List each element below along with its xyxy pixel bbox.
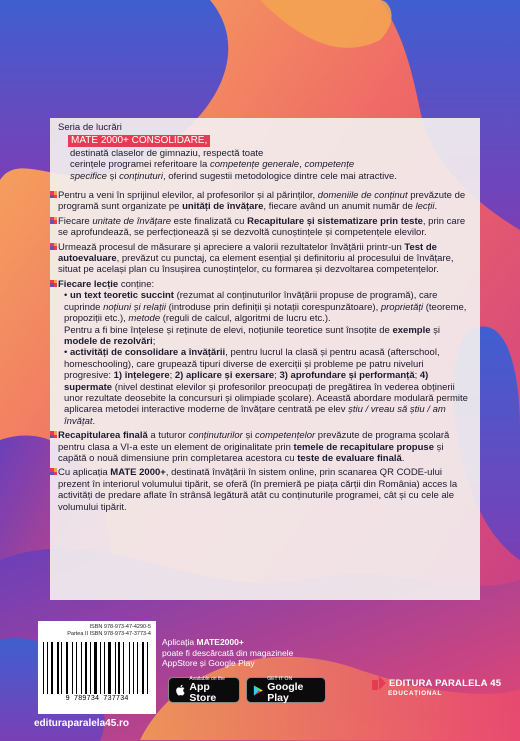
isbn-part-line: Partea II ISBN 978-973-47-3773-4 [67,631,151,637]
lesson-activities: • activități de consolidare a învățării, pentru lucrul la clasă și pentru acasă (afterschool, homeschooling), care grupează tipuri diverse de exerciții și probleme pe patru niveluri progresive: 1) înțelegere; 2) aplicare și exersare; 3) aprofundare și performanță; 4) supermate (nivel destinat elevilor și profesorilor preocupați de pregătirea în vederea obținerii unor rezultate deosebite la concursuri și olimpiade școlare). Această abordare modulară permite aplicarea metodei interactive moderne de învățare centrată pe elev știu / vreau să știu / am învățat. [64,347,468,427]
barcode-bar [149,642,151,694]
barcode-bar [61,642,62,694]
barcode-bar [125,642,128,694]
barcode-bar [123,642,124,694]
isbn-line: ISBN 978-973-47-4290-5 [89,624,151,630]
barcode-bar [116,642,117,694]
lesson-theory: • un text teoretic succint (rezumat al conținuturilor învățării propuse de programă), care cuprinde noțiuni și relații (introduse prin definiții și notații corespunzătoare), proprietăți (teoreme, propoziții etc.), metode (reguli de calcul, algoritmi de lucru etc.). [64,290,467,325]
barcode-bar [54,642,55,694]
intro-series: Seria de lucrări [58,122,122,133]
bullet-icon [50,431,57,438]
barcode-bar [118,642,120,694]
bullet-icon [50,217,57,224]
barcode-bar [108,642,111,694]
barcode-bar [44,642,46,694]
google-play-button[interactable]: GET IT ON Google Play [246,677,326,703]
barcode-bar [147,642,148,694]
publisher-website[interactable]: edituraparalela45.ro [34,718,130,729]
bullet-icon [50,280,57,287]
barcode-bar [90,642,92,694]
barcode-bar [76,642,77,694]
publisher-mark-icon [372,676,386,690]
bullet-icon [50,191,57,198]
bullet-final-recap: Recapitularea finală a tuturor conținuturilor și competențelor prevăzute de programa școlară pentru clasa a VI-a este un element de originalitate prin temele de recapitulare propuse și capătă o nouă dimensiune prin completarea acestora cu teste de evaluare finală. [58,430,468,464]
bullet-icon [50,243,57,250]
barcode-bar [66,642,69,694]
bullet-icon [50,468,57,475]
lesson-examples: Pentru a fi bine înțelese și reținute de elevi, noțiunile teoretice sunt însoțite de exemple și modele de rezolvări; [64,324,441,347]
barcode-bar [73,642,75,694]
barcode-bar [88,642,89,694]
isbn-barcode-box [38,621,156,714]
barcode-bar [51,642,54,694]
barcode-bar [59,642,60,694]
barcode-bar [47,642,48,694]
apple-icon [175,683,185,697]
bullet-lesson: Fiecare lecție conține: • un text teoretic succint (rezumat al conținuturilor învățării propuse de programă), care cuprinde noțiuni și relații (introduse prin definiții și notații corespunzătoare), proprietăți (teoreme, propoziții etc.), metode (reguli de calcul, algoritmi de lucru etc.). Pentru a fi bine înțelese și reținute de elevi, noțiunile teoretice sunt însoțite de exemple și modele de rezolvări; • activități de consolidare a învățării, pentru lucrul la clasă și pentru acasă (afterschool, homeschooling), care grupează tipuri diverse de exerciții și probleme pe patru niveluri progresive: 1) înțelegere; 2) aplicare și exersare; 3) aprofundare și performanță; 4) supermate (nivel destinat elevilor și profesorilor preocupați de pregătirea în vederea obținerii unor rezultate deosebite la concursuri și olimpiade școlare). Această abordare modulară permite aplicarea metodei interactive moderne de învățare centrată pe elev știu / vreau să știu / am învățat. [58,279,468,427]
google-play-icon [253,684,263,697]
barcode [43,642,151,694]
barcode-bar [137,642,139,694]
publisher-logo: EDITURA PARALELA 45 EDUCAȚIONAL [372,676,501,697]
app-download-text: Aplicația MATE2000+ poate fi descărcată din magazinele AppStore și Google Play [162,637,294,668]
barcode-bar [101,642,103,694]
bullet-units: Pentru a veni în sprijinul elevilor, al profesorilor și al părinților, domeniile de conținut prevăzute de programă sunt organizate pe unități de învățare, fiecare având un anumit număr de lecții. [58,190,468,213]
barcode-bar [133,642,134,694]
barcode-digits: 9 789734 737734 [65,695,129,703]
description-block [58,122,468,513]
series-badge: MATE 2000+ CONSOLIDARE, [68,135,210,146]
barcode-bar [112,642,114,694]
barcode-bar [104,642,105,694]
intro-paragraph: destinată claselor de gimnaziu, respectă toate cerințele programei referitoare la competențe generale, competențe specifice și conținuturi, oferind sugestii metodologice dintre cele mai atractive. [70,147,397,182]
bullet-recap: Fiecare unitate de învățare este finalizată cu Recapitulare și sistematizare prin teste, prin care se aprofundează, se perfecționează și se dezvoltă cunoștințele și competențele elevilor. [58,216,468,239]
barcode-bar [139,642,140,694]
barcode-bar [94,642,97,694]
barcode-bar [81,642,82,694]
bullet-self-test: Urmează procesul de măsurare și apreciere a valorii rezultatelor învățării printr-un Test de autoevaluare, prevăzut cu punctaj, ca element esențial și definitoriu al procesului de învățare, situat pe același plan cu însușirea cunoștințelor, cu formarea și dezvoltarea competențelor. [58,242,468,276]
barcode-bar [69,642,70,694]
app-store-button[interactable]: Available on the App Store [168,677,240,703]
bullet-app: Cu aplicația MATE 2000+, destinată învățării în sistem online, prin scanarea QR CODE-ului prezent în interiorul volumului tipărit, se oferă (în premieră pe piața cărții din România) acces la activități de predare aflate în strânsă legătură atât cu conținuturile programei, cât și cu cele ale volumului tipărit. [58,467,468,513]
barcode-bar [83,642,84,694]
barcode-bar [145,642,146,694]
barcode-bar [130,642,132,694]
barcode-bar [98,642,99,694]
